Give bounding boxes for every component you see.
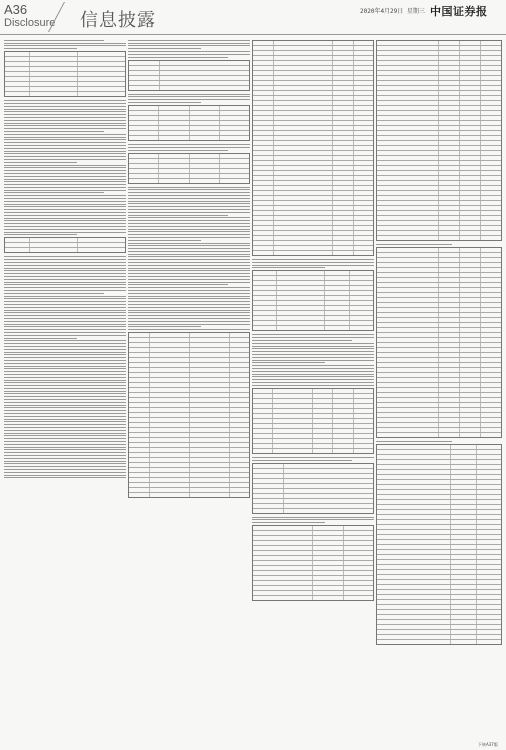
income-statement-table	[376, 247, 502, 438]
data-table	[4, 51, 126, 97]
data-table	[252, 388, 374, 454]
data-table	[4, 237, 126, 253]
newspaper-logo: 中国证券报	[430, 5, 488, 18]
issue-date: 2020年4月29日 星期三	[360, 8, 425, 15]
page-number: A36	[4, 2, 28, 17]
data-table	[252, 40, 374, 256]
column-1	[4, 38, 126, 746]
balance-sheet-table	[376, 40, 502, 241]
column-2	[128, 38, 250, 746]
column-3	[252, 38, 374, 746]
data-table	[128, 105, 250, 141]
cash-flow-table	[376, 444, 502, 645]
data-table	[128, 60, 250, 91]
data-table	[252, 270, 374, 331]
data-table	[252, 525, 374, 601]
column-4	[376, 38, 502, 746]
section-name-chinese: 信息披露	[80, 10, 156, 31]
section-name-english: Disclosure	[4, 17, 56, 29]
continued-note: 下转A37版	[478, 742, 498, 747]
data-table	[128, 332, 250, 498]
data-table	[252, 463, 374, 514]
data-table	[128, 153, 250, 184]
page-header	[0, 0, 506, 35]
